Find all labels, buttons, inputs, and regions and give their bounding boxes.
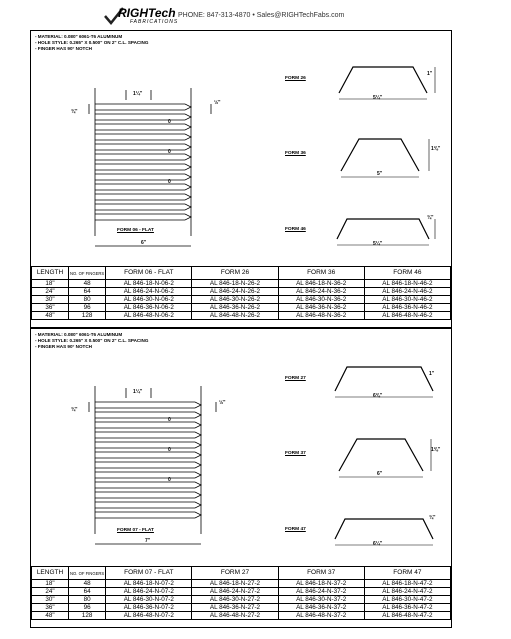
form-width-dim: 5" (377, 171, 383, 177)
spec-sheet-07 (30, 328, 452, 628)
cell: AL 846-18-N-46-2 (364, 280, 450, 288)
form-label: FORM 47 (285, 527, 306, 532)
hole-marker: 0 (168, 447, 171, 453)
cell: 128 (69, 612, 106, 620)
col-header: FORM 26 (192, 267, 278, 280)
cell: AL 846-48-N-37-2 (278, 612, 364, 620)
note-line: - FINGER HAS 90° NOTCH (35, 46, 92, 51)
form-width-dim: 6¼" (373, 541, 383, 547)
table-row (32, 288, 451, 296)
cell: AL 846-30-N-27-2 (192, 596, 278, 604)
cell: 128 (69, 312, 106, 320)
cell: AL 846-24-N-36-2 (278, 288, 364, 296)
col-header: FORM 06 - FLAT (106, 267, 192, 280)
form-profile-drawing (331, 131, 441, 179)
cell: 48 (69, 280, 106, 288)
col-header: NO. OF FINGERS (69, 267, 106, 280)
form-profile-drawing (331, 431, 441, 479)
notch-dim: ½" (214, 100, 221, 106)
cell: AL 846-18-N-06-2 (106, 280, 192, 288)
cell: AL 846-36-N-47-2 (364, 604, 450, 612)
page-header (0, 0, 511, 30)
col-header: NO. OF FINGERS (69, 567, 106, 580)
cell: AL 846-48-N-07-2 (106, 612, 192, 620)
cell: 36" (32, 304, 69, 312)
table-row (32, 312, 451, 320)
col-header: FORM 07 - FLAT (106, 567, 192, 580)
cell: 24" (32, 588, 69, 596)
cell: AL 846-36-N-27-2 (192, 604, 278, 612)
cell: 30" (32, 296, 69, 304)
cell: AL 846-30-N-37-2 (278, 596, 364, 604)
form-label: FORM 46 (285, 227, 306, 232)
cell: 30" (32, 596, 69, 604)
form-label: FORM 36 (285, 151, 306, 156)
cell: 80 (69, 296, 106, 304)
col-header: FORM 46 (364, 267, 450, 280)
material-notes (35, 34, 148, 52)
contact-info: PHONE: 847-313-4870 • Sales@RIGHTechFabs.com (178, 12, 345, 19)
form-height-dim: 1⅜" (431, 447, 441, 453)
cell: AL 846-24-N-27-2 (192, 588, 278, 596)
cell: AL 846-18-N-47-2 (364, 580, 450, 588)
note-line: - HOLE STYLE: 0.265" X 0.500" ON 2" C.L. SPACING (35, 338, 149, 343)
cell: 48" (32, 312, 69, 320)
cell: 24" (32, 288, 69, 296)
form-height-dim: ¾" (429, 515, 436, 521)
table-row (32, 304, 451, 312)
cell: AL 846-24-N-47-2 (364, 588, 450, 596)
form-profile-drawing (331, 509, 441, 549)
cell: AL 846-36-N-07-2 (106, 604, 192, 612)
cell: AL 846-24-N-26-2 (192, 288, 278, 296)
table-row (32, 280, 451, 288)
cell: AL 846-30-N-47-2 (364, 596, 450, 604)
finger-length-dim: ¾" (71, 407, 78, 413)
cell: 64 (69, 588, 106, 596)
cell: AL 846-48-N-47-2 (364, 612, 450, 620)
cell: 48 (69, 580, 106, 588)
form-height-dim: 1⅜" (431, 146, 441, 152)
cell: AL 846-18-N-37-2 (278, 580, 364, 588)
finger-width-dim: 1¼" (133, 91, 143, 97)
note-line: - FINGER HAS 90° NOTCH (35, 344, 92, 349)
cell: AL 846-48-N-46-2 (364, 312, 450, 320)
cell: AL 846-48-N-06-2 (106, 312, 192, 320)
flat-width-dim: 7" (145, 538, 151, 544)
cell: AL 846-36-N-46-2 (364, 304, 450, 312)
table-row (32, 604, 451, 612)
cell: AL 846-30-N-26-2 (192, 296, 278, 304)
cell: AL 846-30-N-46-2 (364, 296, 450, 304)
part-number-table (31, 566, 451, 620)
cell: AL 846-36-N-26-2 (192, 304, 278, 312)
hole-marker: 0 (168, 477, 171, 483)
cell: 64 (69, 288, 106, 296)
table-row (32, 612, 451, 620)
cell: 18" (32, 280, 69, 288)
cell: AL 846-48-N-26-2 (192, 312, 278, 320)
cell: AL 846-30-N-36-2 (278, 296, 364, 304)
col-header: FORM 36 (278, 267, 364, 280)
form-width-dim: 6⅜" (373, 393, 383, 399)
col-header: LENGTH (32, 567, 69, 580)
form-height-dim: 1" (429, 371, 435, 377)
form-width-dim: 5¼" (373, 241, 383, 247)
form-height-dim: 1" (427, 71, 433, 77)
cell: AL 846-30-N-07-2 (106, 596, 192, 604)
form-height-dim: ¾" (427, 215, 434, 221)
table-header-row (32, 267, 451, 280)
cell: AL 846-24-N-37-2 (278, 588, 364, 596)
note-line: - MATERIAL: 0.080" 6061-T6 ALUMINUM (35, 332, 123, 337)
finger-length-dim: ¾" (71, 109, 78, 115)
form-label: FORM 26 (285, 76, 306, 81)
table-row (32, 296, 451, 304)
cell: AL 846-24-N-07-2 (106, 588, 192, 596)
form-profile-drawing (331, 209, 441, 249)
cell: AL 846-48-N-36-2 (278, 312, 364, 320)
hole-marker: 0 (168, 119, 171, 125)
cell: 96 (69, 604, 106, 612)
part-number-table (31, 266, 451, 320)
finger-width-dim: 1¼" (133, 389, 143, 395)
cell: AL 846-36-N-36-2 (278, 304, 364, 312)
note-line: - MATERIAL: 0.080" 6061-T6 ALUMINUM (35, 34, 123, 39)
cell: 18" (32, 580, 69, 588)
spec-sheet-06 (30, 30, 452, 328)
cell: AL 846-36-N-37-2 (278, 604, 364, 612)
form-width-dim: 6" (377, 471, 383, 477)
flat-width-dim: 6" (141, 240, 147, 246)
col-header: FORM 47 (364, 567, 450, 580)
cell: AL 846-18-N-26-2 (192, 280, 278, 288)
flat-form-label: FORM 06 - FLAT (117, 228, 154, 233)
form-profile-drawing (331, 361, 441, 401)
brand-logo (118, 6, 178, 25)
cell: AL 846-24-N-06-2 (106, 288, 192, 296)
col-header: FORM 37 (278, 567, 364, 580)
hole-marker: 0 (168, 417, 171, 423)
table-header-row (32, 567, 451, 580)
note-line: - HOLE STYLE: 0.265" X 0.500" ON 2" C.L. SPACING (35, 40, 149, 45)
material-notes (35, 332, 148, 350)
cell: AL 846-18-N-27-2 (192, 580, 278, 588)
cell: AL 846-48-N-27-2 (192, 612, 278, 620)
cell: AL 846-18-N-07-2 (106, 580, 192, 588)
logo-text: RIGHTech (118, 6, 176, 20)
table-row (32, 580, 451, 588)
logo-subtext: FABRICATIONS (130, 19, 179, 25)
cell: 48" (32, 612, 69, 620)
table-row (32, 588, 451, 596)
form-label: FORM 27 (285, 376, 306, 381)
cell: 36" (32, 604, 69, 612)
hole-marker: 0 (168, 149, 171, 155)
form-width-dim: 5¼" (373, 95, 383, 101)
cell: AL 846-18-N-36-2 (278, 280, 364, 288)
cell: 80 (69, 596, 106, 604)
cell: AL 846-30-N-06-2 (106, 296, 192, 304)
table-row (32, 596, 451, 604)
col-header: FORM 27 (192, 567, 278, 580)
cell: AL 846-36-N-06-2 (106, 304, 192, 312)
form-profile-drawing (331, 61, 441, 101)
hole-marker: 0 (168, 179, 171, 185)
cell: AL 846-24-N-46-2 (364, 288, 450, 296)
form-label: FORM 37 (285, 451, 306, 456)
flat-form-label: FORM 07 - FLAT (117, 528, 154, 533)
col-header: LENGTH (32, 267, 69, 280)
cell: 96 (69, 304, 106, 312)
notch-dim: ½" (219, 400, 226, 406)
